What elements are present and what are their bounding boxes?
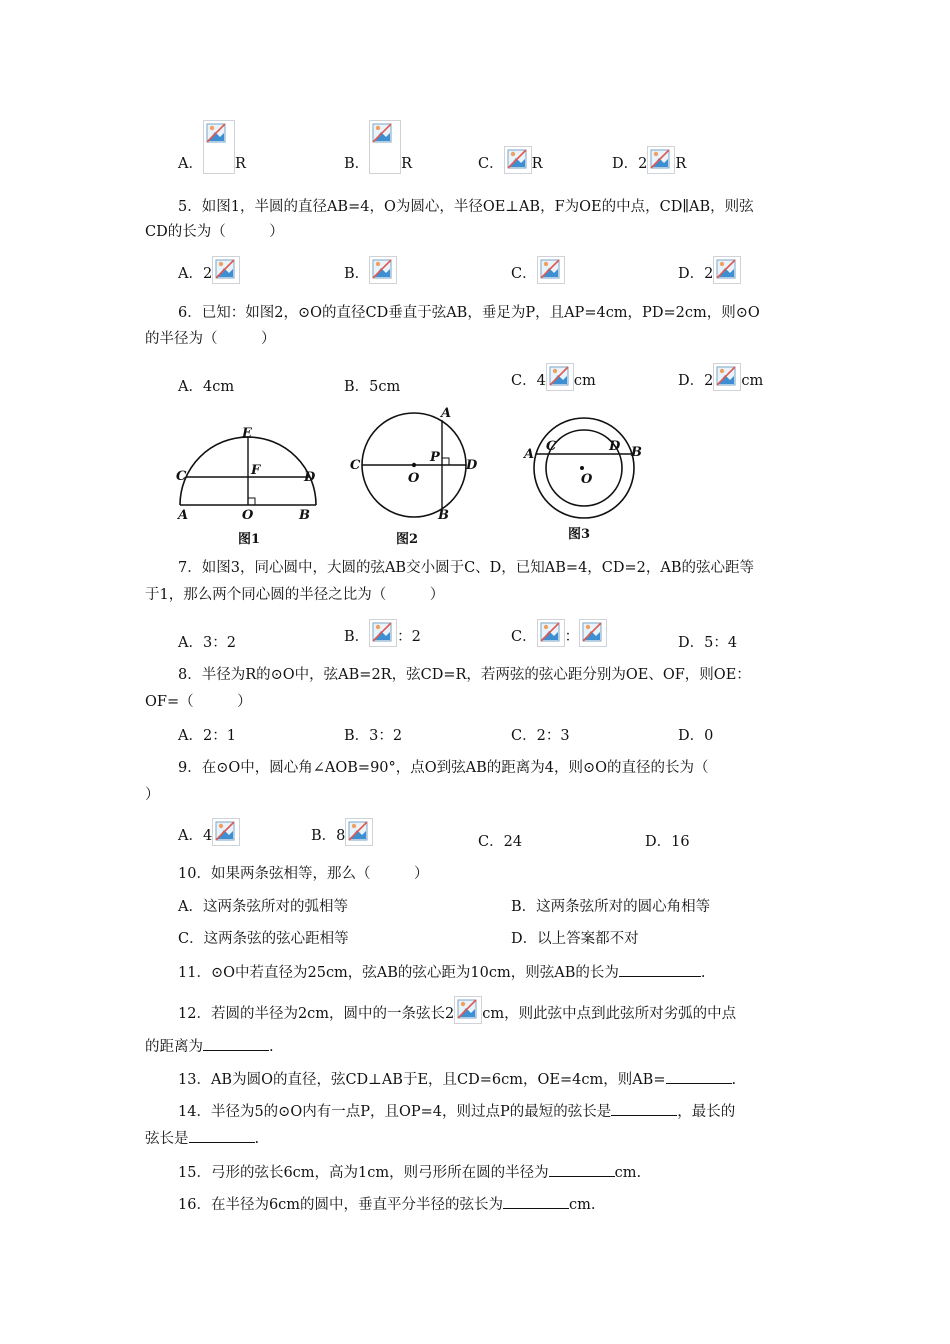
label-a: A xyxy=(441,406,452,421)
q5-option-a: A．2 xyxy=(178,256,240,284)
right-angle-mark xyxy=(248,498,255,505)
q15: 15．弓形的弦长6cm，高为1cm，则弓形所在圆的半径为 cm. xyxy=(178,1162,641,1183)
broken-image-icon xyxy=(647,146,675,174)
label-c: C xyxy=(350,458,361,473)
broken-image-icon xyxy=(713,363,741,391)
broken-image-icon xyxy=(212,818,240,846)
broken-image-glyph xyxy=(538,257,564,281)
broken-image-icon xyxy=(579,619,607,647)
broken-image-glyph xyxy=(505,147,531,171)
q6-option-b: B．5cm xyxy=(344,379,401,395)
answer-blank xyxy=(611,1101,677,1116)
q14-line1: 14．半径为5的⊙O内有一点P，且OP=4，则过点P的最短的弦长是 ，最长的 xyxy=(178,1101,735,1122)
label-o: O xyxy=(242,508,254,523)
figure-3-caption: 图3 xyxy=(568,527,591,542)
answer-blank xyxy=(549,1162,615,1177)
q8-option-a: A．2：1 xyxy=(178,728,236,744)
q10-option-a: A．这两条弦所对的弧相等 xyxy=(178,899,348,915)
q10-stem: 10．如果两条弦相等，那么（ ） xyxy=(178,866,429,882)
label-e: E xyxy=(242,426,252,441)
q7-stem-line1: 7．如图3，同心圆中，大圆的弦AB交小圆于C、D，已知AB=4，CD=2，AB的弦心距等 xyxy=(178,560,755,576)
broken-image-icon xyxy=(537,619,565,647)
broken-image-icon xyxy=(203,120,235,174)
q14-line2: 弦长是 . xyxy=(145,1128,259,1149)
q5-stem-line2: CD的长为（ ） xyxy=(145,224,284,240)
label-c: C xyxy=(176,469,187,484)
broken-image-glyph xyxy=(370,257,396,281)
answer-blank xyxy=(203,1036,269,1051)
q7-option-b: B． ：2 xyxy=(344,619,421,647)
answer-blank xyxy=(619,962,701,977)
q5-option-c: C． xyxy=(511,256,565,284)
q9-option-a: A．4 xyxy=(178,818,240,846)
center-dot xyxy=(580,466,584,470)
label-o: O xyxy=(408,471,420,486)
q7-option-a: A．3：2 xyxy=(178,635,236,651)
broken-image-icon xyxy=(546,363,574,391)
q6-stem-line2: 的半径为（ ） xyxy=(145,331,276,347)
q11: 11．⊙O中若直径为25cm，弦AB的弦心距为10cm，则弦AB的长为 . xyxy=(178,962,706,983)
label-a: A xyxy=(178,508,189,523)
broken-image-glyph xyxy=(714,364,740,388)
broken-image-icon xyxy=(537,256,565,284)
answer-blank xyxy=(503,1194,569,1209)
q9-stem-line2: ） xyxy=(145,787,160,803)
figure-1-caption: 图1 xyxy=(238,532,261,547)
q4-option-a: A． R xyxy=(178,120,246,174)
broken-image-glyph xyxy=(370,620,396,644)
broken-image-glyph xyxy=(213,257,239,281)
q8-option-c: C．2：3 xyxy=(511,728,570,744)
q9-stem-line1: 9．在⊙O中，圆心角∠AOB=90°，点O到弦AB的距离为4，则⊙O的直径的长为（ xyxy=(178,760,709,776)
q10-option-b: B．这两条弦所对的圆心角相等 xyxy=(511,899,711,915)
broken-image-icon xyxy=(713,256,741,284)
label-d: D xyxy=(609,439,621,454)
right-angle-mark xyxy=(442,458,449,465)
broken-image-glyph xyxy=(370,121,396,145)
label-a: A xyxy=(524,447,535,462)
q13: 13．AB为圆O的直径，弦CD⊥AB于E，且CD=6cm，OE=4cm，则AB= . xyxy=(178,1069,736,1090)
label-b: B xyxy=(631,445,642,460)
q9-option-d: D．16 xyxy=(645,834,690,850)
q16: 16．在半径为6cm的圆中，垂直平分半径的弦长为 cm. xyxy=(178,1194,596,1215)
broken-image-glyph xyxy=(455,997,481,1021)
label-o: O xyxy=(581,472,593,487)
label-p: P xyxy=(430,450,440,465)
broken-image-glyph xyxy=(714,257,740,281)
broken-image-icon xyxy=(369,619,397,647)
q6-option-a: A．4cm xyxy=(178,379,235,395)
q6-stem-line1: 6．已知：如图2，⊙O的直径CD垂直于弦AB，垂足为P，且AP=4cm，PD=2cm，则⊙O xyxy=(178,305,760,321)
figure-2-caption: 图2 xyxy=(396,532,419,547)
broken-image-glyph xyxy=(213,819,239,843)
broken-image-glyph xyxy=(580,620,606,644)
q8-option-b: B．3：2 xyxy=(344,728,403,744)
q7-stem-line2: 于1，那么两个同心圆的半径之比为（ ） xyxy=(145,587,445,603)
q12-line2: 的距离为 . xyxy=(145,1036,274,1057)
broken-image-icon xyxy=(345,818,373,846)
q5-option-b: B． xyxy=(344,256,397,284)
q12-line1: 12．若圆的半径为2cm，圆中的一条弦长2 cm，则此弦中点到此弦所对劣弧的中点 xyxy=(178,996,736,1024)
label-b: B xyxy=(299,508,310,523)
q4-option-d: D．2 R xyxy=(612,146,686,174)
label-f: F xyxy=(251,463,261,478)
broken-image-icon xyxy=(454,996,482,1024)
q5-stem-line1: 5．如图1，半圆的直径AB=4，O为圆心，半径OE⊥AB，F为OE的中点，CD∥AB，则弦 xyxy=(178,199,754,215)
broken-image-glyph xyxy=(538,620,564,644)
broken-image-icon xyxy=(369,256,397,284)
broken-image-glyph xyxy=(346,819,372,843)
broken-image-icon xyxy=(212,256,240,284)
broken-image-glyph xyxy=(547,364,573,388)
answer-blank xyxy=(666,1069,732,1084)
q5-option-d: D．2 xyxy=(678,256,741,284)
q10-option-d: D．以上答案都不对 xyxy=(511,931,639,947)
q10-option-c: C．这两条弦的弦心距相等 xyxy=(178,931,349,947)
q4-option-b: B． R xyxy=(344,120,412,174)
broken-image-glyph xyxy=(204,121,230,145)
label-d: D xyxy=(466,458,478,473)
broken-image-icon xyxy=(504,146,532,174)
q6-option-c: C．4 cm xyxy=(511,363,596,391)
label-d: D xyxy=(304,470,316,485)
q8-stem-line1: 8．半径为R的⊙O中，弦AB=2R，弦CD=R，若两弦的弦心距分别为OE、OF，则OE： xyxy=(178,667,751,683)
broken-image-glyph xyxy=(648,147,674,171)
q8-stem-line2: OF=（ ） xyxy=(145,694,252,710)
center-dot xyxy=(412,463,416,467)
q6-option-d: D．2 cm xyxy=(678,363,763,391)
figure-2-circle xyxy=(346,405,486,550)
q9-option-c: C．24 xyxy=(478,834,523,850)
answer-blank xyxy=(189,1128,255,1143)
q7-option-c: C． ： xyxy=(511,619,607,647)
q4-option-c: C． R xyxy=(478,146,543,174)
q8-option-d: D．0 xyxy=(678,728,714,744)
q7-option-d: D．5：4 xyxy=(678,635,738,651)
q9-option-b: B．8 xyxy=(311,818,373,846)
figure-3-concentric-circles xyxy=(518,408,648,550)
label-b: B xyxy=(438,508,449,523)
broken-image-icon xyxy=(369,120,401,174)
label-c: C xyxy=(546,439,557,454)
figure-1-semicircle xyxy=(170,425,330,550)
